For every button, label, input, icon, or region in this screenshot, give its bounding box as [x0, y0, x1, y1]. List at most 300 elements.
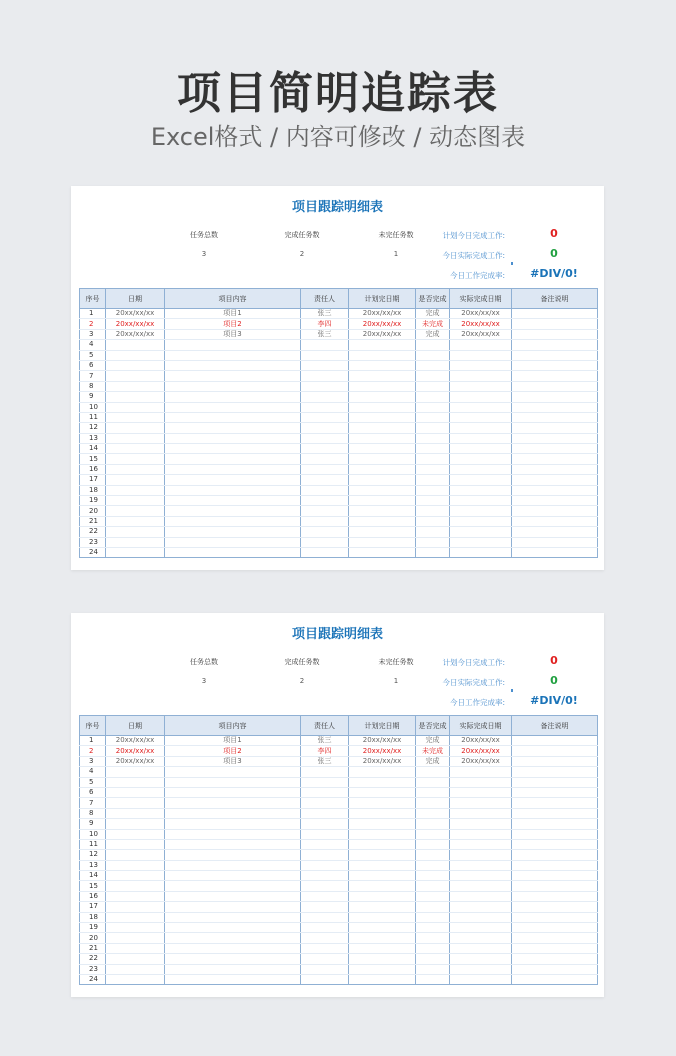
table-cell[interactable] — [349, 839, 416, 849]
table-cell[interactable] — [165, 954, 301, 964]
table-cell[interactable] — [450, 798, 512, 808]
table-cell[interactable] — [106, 871, 165, 881]
table-cell[interactable] — [416, 485, 450, 495]
table-cell[interactable]: 张三 — [301, 736, 349, 746]
table-cell[interactable] — [512, 933, 598, 943]
table-cell[interactable] — [349, 923, 416, 933]
table-cell[interactable]: 13 — [80, 860, 106, 870]
table-cell[interactable]: 项目2 — [165, 746, 301, 756]
table-cell[interactable] — [301, 777, 349, 787]
table-cell[interactable] — [301, 819, 349, 829]
table-cell[interactable] — [512, 912, 598, 922]
table-cell[interactable] — [106, 787, 165, 797]
table-cell[interactable] — [301, 433, 349, 443]
table-cell[interactable] — [301, 496, 349, 506]
table-cell[interactable] — [450, 402, 512, 412]
table-cell[interactable] — [416, 350, 450, 360]
table-cell[interactable]: 23 — [80, 964, 106, 974]
table-cell[interactable]: 11 — [80, 839, 106, 849]
table-cell[interactable]: 5 — [80, 777, 106, 787]
table-cell[interactable] — [416, 902, 450, 912]
table-cell[interactable] — [165, 454, 301, 464]
table-cell[interactable] — [106, 954, 165, 964]
table-cell[interactable] — [450, 496, 512, 506]
table-cell[interactable] — [512, 464, 598, 474]
table-cell[interactable] — [349, 891, 416, 901]
table-cell[interactable] — [512, 850, 598, 860]
table-cell[interactable] — [106, 850, 165, 860]
table-cell[interactable] — [416, 912, 450, 922]
table-cell[interactable] — [512, 819, 598, 829]
table-cell[interactable] — [416, 923, 450, 933]
table-cell[interactable] — [416, 787, 450, 797]
table-cell[interactable]: 项目3 — [165, 756, 301, 766]
table-cell[interactable] — [349, 777, 416, 787]
table-cell[interactable] — [512, 516, 598, 526]
table-cell[interactable] — [450, 464, 512, 474]
table-cell[interactable] — [165, 392, 301, 402]
table-cell[interactable]: 18 — [80, 912, 106, 922]
table-cell[interactable] — [165, 475, 301, 485]
table-cell[interactable]: 21 — [80, 516, 106, 526]
table-cell[interactable]: 24 — [80, 974, 106, 984]
table-cell[interactable] — [349, 433, 416, 443]
table-cell[interactable] — [349, 808, 416, 818]
table-cell[interactable] — [416, 506, 450, 516]
table-cell[interactable] — [512, 423, 598, 433]
table-cell[interactable]: 2 — [80, 319, 106, 329]
table-cell[interactable] — [301, 537, 349, 547]
table-cell[interactable] — [416, 423, 450, 433]
table-cell[interactable] — [349, 516, 416, 526]
table-cell[interactable] — [106, 902, 165, 912]
table-cell[interactable] — [450, 808, 512, 818]
table-cell[interactable] — [450, 912, 512, 922]
table-cell[interactable] — [349, 381, 416, 391]
table-cell[interactable] — [301, 902, 349, 912]
table-cell[interactable]: 李四 — [301, 746, 349, 756]
table-cell[interactable] — [349, 537, 416, 547]
table-cell[interactable]: 20xx/xx/xx — [450, 746, 512, 756]
table-cell[interactable] — [106, 464, 165, 474]
table-cell[interactable] — [512, 974, 598, 984]
table-cell[interactable] — [416, 371, 450, 381]
table-cell[interactable]: 9 — [80, 819, 106, 829]
table-cell[interactable] — [301, 860, 349, 870]
table-cell[interactable] — [450, 933, 512, 943]
table-cell[interactable] — [301, 371, 349, 381]
table-cell[interactable] — [165, 943, 301, 953]
table-cell[interactable]: 6 — [80, 360, 106, 370]
table-cell[interactable] — [416, 464, 450, 474]
table-cell[interactable] — [106, 808, 165, 818]
table-cell[interactable] — [165, 891, 301, 901]
table-cell[interactable] — [349, 943, 416, 953]
table-cell[interactable] — [512, 808, 598, 818]
table-cell[interactable] — [301, 402, 349, 412]
table-cell[interactable] — [512, 860, 598, 870]
table-cell[interactable]: 完成 — [416, 309, 450, 319]
table-cell[interactable] — [349, 829, 416, 839]
table-cell[interactable]: 12 — [80, 850, 106, 860]
table-cell[interactable] — [416, 850, 450, 860]
table-cell[interactable]: 20xx/xx/xx — [106, 736, 165, 746]
table-cell[interactable] — [165, 964, 301, 974]
table-cell[interactable] — [301, 381, 349, 391]
table-cell[interactable] — [416, 964, 450, 974]
table-cell[interactable] — [349, 881, 416, 891]
table-cell[interactable] — [416, 402, 450, 412]
table-cell[interactable] — [450, 360, 512, 370]
table-cell[interactable] — [106, 881, 165, 891]
table-cell[interactable]: 3 — [80, 756, 106, 766]
table-cell[interactable] — [165, 912, 301, 922]
table-cell[interactable] — [165, 933, 301, 943]
table-cell[interactable] — [301, 454, 349, 464]
table-cell[interactable]: 完成 — [416, 756, 450, 766]
table-cell[interactable] — [512, 767, 598, 777]
table-cell[interactable] — [165, 902, 301, 912]
table-cell[interactable] — [512, 485, 598, 495]
table-cell[interactable] — [450, 412, 512, 422]
table-cell[interactable] — [165, 496, 301, 506]
table-cell[interactable]: 完成 — [416, 329, 450, 339]
table-cell[interactable] — [301, 808, 349, 818]
table-cell[interactable] — [165, 506, 301, 516]
table-cell[interactable]: 20xx/xx/xx — [106, 319, 165, 329]
table-cell[interactable] — [165, 433, 301, 443]
table-cell[interactable] — [165, 839, 301, 849]
table-cell[interactable] — [512, 527, 598, 537]
table-cell[interactable] — [450, 350, 512, 360]
table-cell[interactable] — [106, 360, 165, 370]
table-cell[interactable]: 12 — [80, 423, 106, 433]
table-cell[interactable] — [106, 381, 165, 391]
table-cell[interactable]: 20xx/xx/xx — [106, 329, 165, 339]
table-cell[interactable] — [349, 902, 416, 912]
table-cell[interactable]: 7 — [80, 371, 106, 381]
table-cell[interactable]: 10 — [80, 402, 106, 412]
table-cell[interactable]: 13 — [80, 433, 106, 443]
table-cell[interactable] — [349, 360, 416, 370]
table-cell[interactable]: 张三 — [301, 756, 349, 766]
table-cell[interactable] — [106, 933, 165, 943]
table-cell[interactable] — [165, 777, 301, 787]
table-cell[interactable] — [106, 943, 165, 953]
table-cell[interactable] — [301, 360, 349, 370]
table-cell[interactable] — [416, 954, 450, 964]
table-cell[interactable] — [512, 943, 598, 953]
table-cell[interactable] — [106, 923, 165, 933]
table-cell[interactable] — [349, 423, 416, 433]
table-cell[interactable] — [349, 392, 416, 402]
table-cell[interactable] — [106, 860, 165, 870]
table-cell[interactable] — [106, 340, 165, 350]
table-cell[interactable] — [165, 402, 301, 412]
table-cell[interactable] — [512, 881, 598, 891]
table-cell[interactable] — [349, 412, 416, 422]
table-cell[interactable] — [416, 547, 450, 557]
table-cell[interactable] — [106, 891, 165, 901]
table-cell[interactable] — [416, 454, 450, 464]
table-cell[interactable] — [301, 444, 349, 454]
table-cell[interactable] — [106, 506, 165, 516]
table-cell[interactable] — [106, 819, 165, 829]
table-cell[interactable] — [512, 381, 598, 391]
table-cell[interactable] — [416, 860, 450, 870]
table-cell[interactable] — [106, 454, 165, 464]
table-cell[interactable] — [106, 412, 165, 422]
table-cell[interactable] — [512, 412, 598, 422]
table-cell[interactable]: 5 — [80, 350, 106, 360]
table-cell[interactable] — [106, 798, 165, 808]
table-cell[interactable] — [165, 423, 301, 433]
table-cell[interactable] — [301, 392, 349, 402]
table-cell[interactable] — [349, 871, 416, 881]
table-cell[interactable]: 2 — [80, 746, 106, 756]
table-cell[interactable] — [349, 371, 416, 381]
table-cell[interactable] — [450, 850, 512, 860]
table-cell[interactable] — [165, 360, 301, 370]
table-cell[interactable] — [450, 777, 512, 787]
table-cell[interactable] — [165, 860, 301, 870]
table-cell[interactable] — [512, 309, 598, 319]
table-cell[interactable] — [450, 839, 512, 849]
table-cell[interactable] — [416, 537, 450, 547]
table-cell[interactable] — [349, 912, 416, 922]
table-cell[interactable] — [165, 444, 301, 454]
table-cell[interactable] — [512, 444, 598, 454]
table-cell[interactable]: 20xx/xx/xx — [450, 309, 512, 319]
table-cell[interactable] — [512, 329, 598, 339]
table-cell[interactable]: 22 — [80, 527, 106, 537]
table-cell[interactable] — [301, 350, 349, 360]
table-cell[interactable] — [301, 787, 349, 797]
table-cell[interactable]: 16 — [80, 464, 106, 474]
table-cell[interactable] — [512, 829, 598, 839]
table-cell[interactable] — [106, 767, 165, 777]
table-cell[interactable] — [106, 777, 165, 787]
table-cell[interactable] — [450, 923, 512, 933]
table-cell[interactable]: 15 — [80, 881, 106, 891]
table-cell[interactable] — [165, 881, 301, 891]
table-cell[interactable] — [349, 402, 416, 412]
table-cell[interactable] — [301, 464, 349, 474]
table-cell[interactable] — [349, 954, 416, 964]
table-cell[interactable] — [165, 381, 301, 391]
table-cell[interactable] — [165, 485, 301, 495]
table-cell[interactable] — [450, 340, 512, 350]
table-cell[interactable] — [106, 829, 165, 839]
table-cell[interactable]: 23 — [80, 537, 106, 547]
table-cell[interactable] — [106, 392, 165, 402]
table-cell[interactable] — [106, 444, 165, 454]
table-cell[interactable] — [512, 433, 598, 443]
table-cell[interactable] — [165, 871, 301, 881]
table-cell[interactable]: 10 — [80, 829, 106, 839]
table-cell[interactable] — [512, 392, 598, 402]
table-cell[interactable] — [450, 485, 512, 495]
table-cell[interactable] — [106, 547, 165, 557]
table-cell[interactable] — [165, 350, 301, 360]
table-cell[interactable] — [301, 871, 349, 881]
table-cell[interactable] — [349, 485, 416, 495]
table-cell[interactable] — [416, 933, 450, 943]
table-cell[interactable]: 19 — [80, 923, 106, 933]
table-cell[interactable]: 未完成 — [416, 319, 450, 329]
table-cell[interactable]: 15 — [80, 454, 106, 464]
table-cell[interactable] — [301, 475, 349, 485]
table-cell[interactable] — [450, 506, 512, 516]
table-cell[interactable] — [349, 964, 416, 974]
table-cell[interactable] — [416, 829, 450, 839]
table-cell[interactable] — [301, 547, 349, 557]
table-cell[interactable] — [106, 516, 165, 526]
table-cell[interactable] — [301, 964, 349, 974]
table-cell[interactable] — [106, 537, 165, 547]
table-cell[interactable] — [416, 777, 450, 787]
table-cell[interactable] — [416, 444, 450, 454]
table-cell[interactable] — [349, 464, 416, 474]
table-cell[interactable] — [450, 974, 512, 984]
table-cell[interactable] — [450, 871, 512, 881]
table-cell[interactable] — [106, 839, 165, 849]
table-cell[interactable] — [349, 547, 416, 557]
table-cell[interactable] — [349, 506, 416, 516]
table-cell[interactable]: 1 — [80, 736, 106, 746]
table-cell[interactable] — [416, 871, 450, 881]
table-cell[interactable] — [450, 881, 512, 891]
table-cell[interactable] — [301, 891, 349, 901]
table-cell[interactable] — [106, 423, 165, 433]
table-cell[interactable]: 22 — [80, 954, 106, 964]
table-cell[interactable] — [416, 798, 450, 808]
table-cell[interactable] — [416, 381, 450, 391]
table-cell[interactable]: 20xx/xx/xx — [106, 309, 165, 319]
table-cell[interactable] — [512, 340, 598, 350]
table-cell[interactable] — [301, 412, 349, 422]
table-cell[interactable] — [450, 444, 512, 454]
table-cell[interactable] — [106, 402, 165, 412]
table-cell[interactable] — [106, 964, 165, 974]
table-cell[interactable] — [165, 923, 301, 933]
table-cell[interactable] — [349, 340, 416, 350]
table-cell[interactable] — [416, 943, 450, 953]
table-cell[interactable] — [450, 392, 512, 402]
table-cell[interactable] — [301, 923, 349, 933]
table-cell[interactable]: 完成 — [416, 736, 450, 746]
table-cell[interactable] — [301, 850, 349, 860]
table-cell[interactable] — [416, 527, 450, 537]
table-cell[interactable]: 7 — [80, 798, 106, 808]
table-cell[interactable]: 20 — [80, 506, 106, 516]
table-cell[interactable] — [450, 954, 512, 964]
table-cell[interactable]: 20xx/xx/xx — [349, 736, 416, 746]
table-cell[interactable] — [512, 798, 598, 808]
table-cell[interactable] — [512, 746, 598, 756]
table-cell[interactable] — [450, 829, 512, 839]
table-cell[interactable] — [450, 423, 512, 433]
table-cell[interactable] — [450, 454, 512, 464]
table-cell[interactable] — [512, 736, 598, 746]
table-cell[interactable]: 项目2 — [165, 319, 301, 329]
table-cell[interactable] — [301, 829, 349, 839]
table-cell[interactable] — [512, 839, 598, 849]
table-cell[interactable]: 20xx/xx/xx — [450, 756, 512, 766]
table-cell[interactable] — [301, 506, 349, 516]
table-cell[interactable] — [106, 350, 165, 360]
table-cell[interactable]: 1 — [80, 309, 106, 319]
table-cell[interactable]: 20xx/xx/xx — [450, 319, 512, 329]
table-cell[interactable] — [301, 943, 349, 953]
table-cell[interactable]: 张三 — [301, 329, 349, 339]
table-cell[interactable] — [416, 496, 450, 506]
table-cell[interactable] — [301, 340, 349, 350]
table-cell[interactable] — [416, 516, 450, 526]
table-cell[interactable] — [512, 371, 598, 381]
table-cell[interactable]: 11 — [80, 412, 106, 422]
table-cell[interactable] — [512, 547, 598, 557]
table-cell[interactable] — [450, 860, 512, 870]
table-cell[interactable] — [165, 798, 301, 808]
table-cell[interactable] — [512, 902, 598, 912]
table-cell[interactable] — [416, 360, 450, 370]
table-cell[interactable] — [450, 819, 512, 829]
table-cell[interactable] — [301, 516, 349, 526]
table-cell[interactable]: 20 — [80, 933, 106, 943]
table-cell[interactable] — [416, 819, 450, 829]
table-cell[interactable] — [165, 787, 301, 797]
table-cell[interactable] — [106, 496, 165, 506]
table-cell[interactable] — [165, 412, 301, 422]
table-cell[interactable] — [450, 537, 512, 547]
table-cell[interactable] — [416, 392, 450, 402]
table-cell[interactable]: 18 — [80, 485, 106, 495]
table-cell[interactable]: 20xx/xx/xx — [349, 309, 416, 319]
table-cell[interactable] — [450, 371, 512, 381]
table-cell[interactable]: 17 — [80, 475, 106, 485]
table-cell[interactable] — [301, 527, 349, 537]
table-cell[interactable] — [165, 464, 301, 474]
table-cell[interactable]: 20xx/xx/xx — [349, 756, 416, 766]
table-cell[interactable] — [416, 767, 450, 777]
table-cell[interactable] — [165, 547, 301, 557]
table-cell[interactable] — [301, 974, 349, 984]
table-cell[interactable]: 17 — [80, 902, 106, 912]
table-cell[interactable] — [106, 485, 165, 495]
table-cell[interactable]: 6 — [80, 787, 106, 797]
table-cell[interactable] — [450, 767, 512, 777]
table-cell[interactable] — [512, 496, 598, 506]
table-cell[interactable]: 项目1 — [165, 309, 301, 319]
table-cell[interactable] — [349, 860, 416, 870]
table-cell[interactable] — [349, 819, 416, 829]
table-cell[interactable]: 项目3 — [165, 329, 301, 339]
table-cell[interactable] — [512, 402, 598, 412]
table-cell[interactable] — [512, 964, 598, 974]
table-cell[interactable]: 20xx/xx/xx — [450, 736, 512, 746]
table-cell[interactable] — [349, 933, 416, 943]
table-cell[interactable] — [512, 777, 598, 787]
table-cell[interactable] — [512, 360, 598, 370]
table-cell[interactable] — [165, 767, 301, 777]
table-cell[interactable]: 4 — [80, 340, 106, 350]
table-cell[interactable] — [349, 454, 416, 464]
table-cell[interactable]: 21 — [80, 943, 106, 953]
table-cell[interactable] — [349, 444, 416, 454]
table-cell[interactable] — [512, 871, 598, 881]
table-cell[interactable] — [301, 954, 349, 964]
